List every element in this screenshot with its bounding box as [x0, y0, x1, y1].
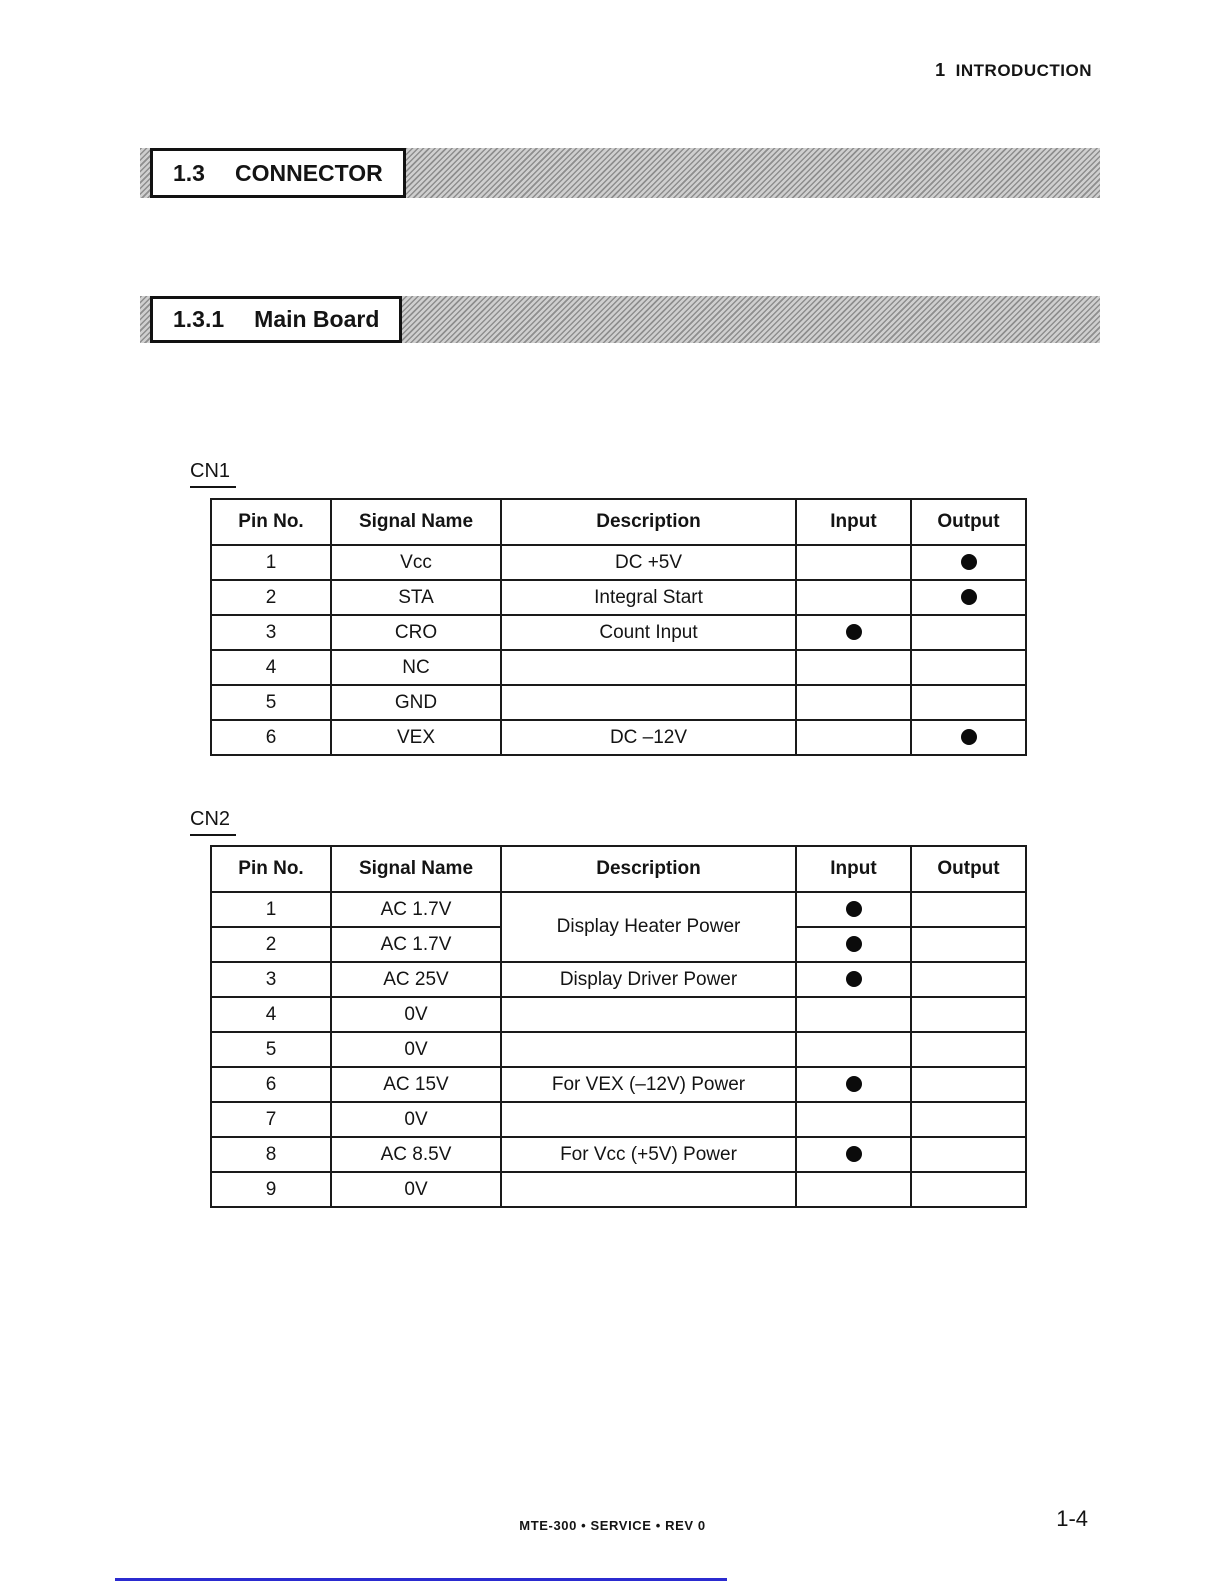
section-heading-connector — [140, 148, 1100, 198]
table-row — [211, 1172, 1026, 1207]
input-cell — [796, 580, 911, 615]
signal-name-cell: 0V — [331, 1172, 501, 1207]
scan-artifact-line — [115, 1578, 727, 1581]
output-cell — [911, 1067, 1026, 1102]
filled-dot-icon — [846, 901, 862, 917]
connector-label-cn2: CN2 — [190, 808, 236, 836]
output-cell — [911, 892, 1026, 927]
filled-dot-icon — [846, 1076, 862, 1092]
input-cell — [796, 1102, 911, 1137]
signal-name-cell: AC 25V — [331, 962, 501, 997]
output-cell — [911, 615, 1026, 650]
filled-dot-icon — [961, 589, 977, 605]
chapter-title: INTRODUCTION — [955, 61, 1092, 80]
section-title: CONNECTOR — [234, 159, 383, 186]
description-cell: Integral Start — [501, 580, 796, 615]
output-cell — [911, 1172, 1026, 1207]
column-header: Signal Name — [331, 499, 501, 545]
table-header-row — [211, 846, 1026, 892]
pin-number-cell: 3 — [211, 615, 331, 650]
filled-dot-icon — [846, 1146, 862, 1162]
table-row — [211, 1137, 1026, 1172]
input-cell — [796, 927, 911, 962]
description-cell — [501, 1172, 796, 1207]
pin-number-cell: 3 — [211, 962, 331, 997]
column-header: Output — [911, 499, 1026, 545]
input-cell — [796, 1067, 911, 1102]
description-cell — [501, 997, 796, 1032]
description-cell: Display Heater Power — [501, 892, 796, 962]
column-header: Pin No. — [211, 499, 331, 545]
output-cell — [911, 650, 1026, 685]
pin-number-cell: 5 — [211, 685, 331, 720]
table-row — [211, 1032, 1026, 1067]
section-title-box — [150, 148, 406, 198]
table-row — [211, 580, 1026, 615]
pin-number-cell: 1 — [211, 545, 331, 580]
column-header: Input — [796, 499, 911, 545]
table-row — [211, 720, 1026, 755]
description-cell: For Vcc (+5V) Power — [501, 1137, 796, 1172]
signal-name-cell: GND — [331, 685, 501, 720]
description-cell: DC +5V — [501, 545, 796, 580]
output-cell — [911, 685, 1026, 720]
pin-number-cell: 7 — [211, 1102, 331, 1137]
column-header: Description — [501, 846, 796, 892]
output-cell — [911, 720, 1026, 755]
table-row — [211, 997, 1026, 1032]
signal-name-cell: Vcc — [331, 545, 501, 580]
input-cell — [796, 1172, 911, 1207]
input-cell — [796, 720, 911, 755]
input-cell — [796, 1137, 911, 1172]
section-number: 1.3 — [173, 159, 205, 186]
table-row — [211, 1102, 1026, 1137]
input-cell — [796, 650, 911, 685]
filled-dot-icon — [846, 936, 862, 952]
output-cell — [911, 962, 1026, 997]
table-header-row — [211, 499, 1026, 545]
filled-dot-icon — [846, 624, 862, 640]
description-cell — [501, 1032, 796, 1067]
input-cell — [796, 545, 911, 580]
table-row — [211, 892, 1026, 927]
signal-name-cell: STA — [331, 580, 501, 615]
column-header: Output — [911, 846, 1026, 892]
description-cell — [501, 1102, 796, 1137]
description-cell — [501, 685, 796, 720]
chapter-header — [935, 60, 1092, 81]
signal-name-cell: AC 1.7V — [331, 927, 501, 962]
table-row — [211, 615, 1026, 650]
table-row — [211, 685, 1026, 720]
filled-dot-icon — [961, 729, 977, 745]
filled-dot-icon — [846, 971, 862, 987]
signal-name-cell: AC 15V — [331, 1067, 501, 1102]
description-cell: DC –12V — [501, 720, 796, 755]
signal-name-cell: VEX — [331, 720, 501, 755]
description-cell — [501, 650, 796, 685]
section-heading-main-board — [140, 296, 1100, 343]
description-cell: For VEX (–12V) Power — [501, 1067, 796, 1102]
cn2-pin-table — [210, 845, 1027, 1208]
input-cell — [796, 685, 911, 720]
output-cell — [911, 997, 1026, 1032]
subsection-number: 1.3.1 — [173, 306, 225, 332]
page-number: 1-4 — [1056, 1506, 1088, 1531]
pin-number-cell: 2 — [211, 927, 331, 962]
connector-label-cn1: CN1 — [190, 460, 236, 488]
description-cell: Count Input — [501, 615, 796, 650]
cn1-pin-table — [210, 498, 1027, 756]
pin-number-cell: 6 — [211, 1067, 331, 1102]
table-row — [211, 545, 1026, 580]
pin-number-cell: 1 — [211, 892, 331, 927]
output-cell — [911, 1137, 1026, 1172]
input-cell — [796, 892, 911, 927]
footer-text: MTE-300 • SERVICE • REV 0 — [519, 1518, 706, 1533]
pin-number-cell: 8 — [211, 1137, 331, 1172]
pin-number-cell: 5 — [211, 1032, 331, 1067]
pin-number-cell: 4 — [211, 997, 331, 1032]
table-row — [211, 650, 1026, 685]
subsection-title: Main Board — [254, 306, 380, 332]
signal-name-cell: 0V — [331, 997, 501, 1032]
column-header: Pin No. — [211, 846, 331, 892]
chapter-number: 1 — [935, 60, 946, 80]
column-header: Description — [501, 499, 796, 545]
table-row — [211, 962, 1026, 997]
pin-number-cell: 4 — [211, 650, 331, 685]
signal-name-cell: 0V — [331, 1102, 501, 1137]
signal-name-cell: AC 1.7V — [331, 892, 501, 927]
output-cell — [911, 927, 1026, 962]
output-cell — [911, 1102, 1026, 1137]
table-row — [211, 1067, 1026, 1102]
input-cell — [796, 1032, 911, 1067]
output-cell — [911, 580, 1026, 615]
column-header: Input — [796, 846, 911, 892]
input-cell — [796, 962, 911, 997]
filled-dot-icon — [961, 554, 977, 570]
signal-name-cell: CRO — [331, 615, 501, 650]
input-cell — [796, 997, 911, 1032]
section-title-box — [150, 296, 402, 343]
input-cell — [796, 615, 911, 650]
pin-number-cell: 6 — [211, 720, 331, 755]
signal-name-cell: AC 8.5V — [331, 1137, 501, 1172]
pin-number-cell: 9 — [211, 1172, 331, 1207]
column-header: Signal Name — [331, 846, 501, 892]
output-cell — [911, 545, 1026, 580]
signal-name-cell: NC — [331, 650, 501, 685]
output-cell — [911, 1032, 1026, 1067]
signal-name-cell: 0V — [331, 1032, 501, 1067]
pin-number-cell: 2 — [211, 580, 331, 615]
description-cell: Display Driver Power — [501, 962, 796, 997]
